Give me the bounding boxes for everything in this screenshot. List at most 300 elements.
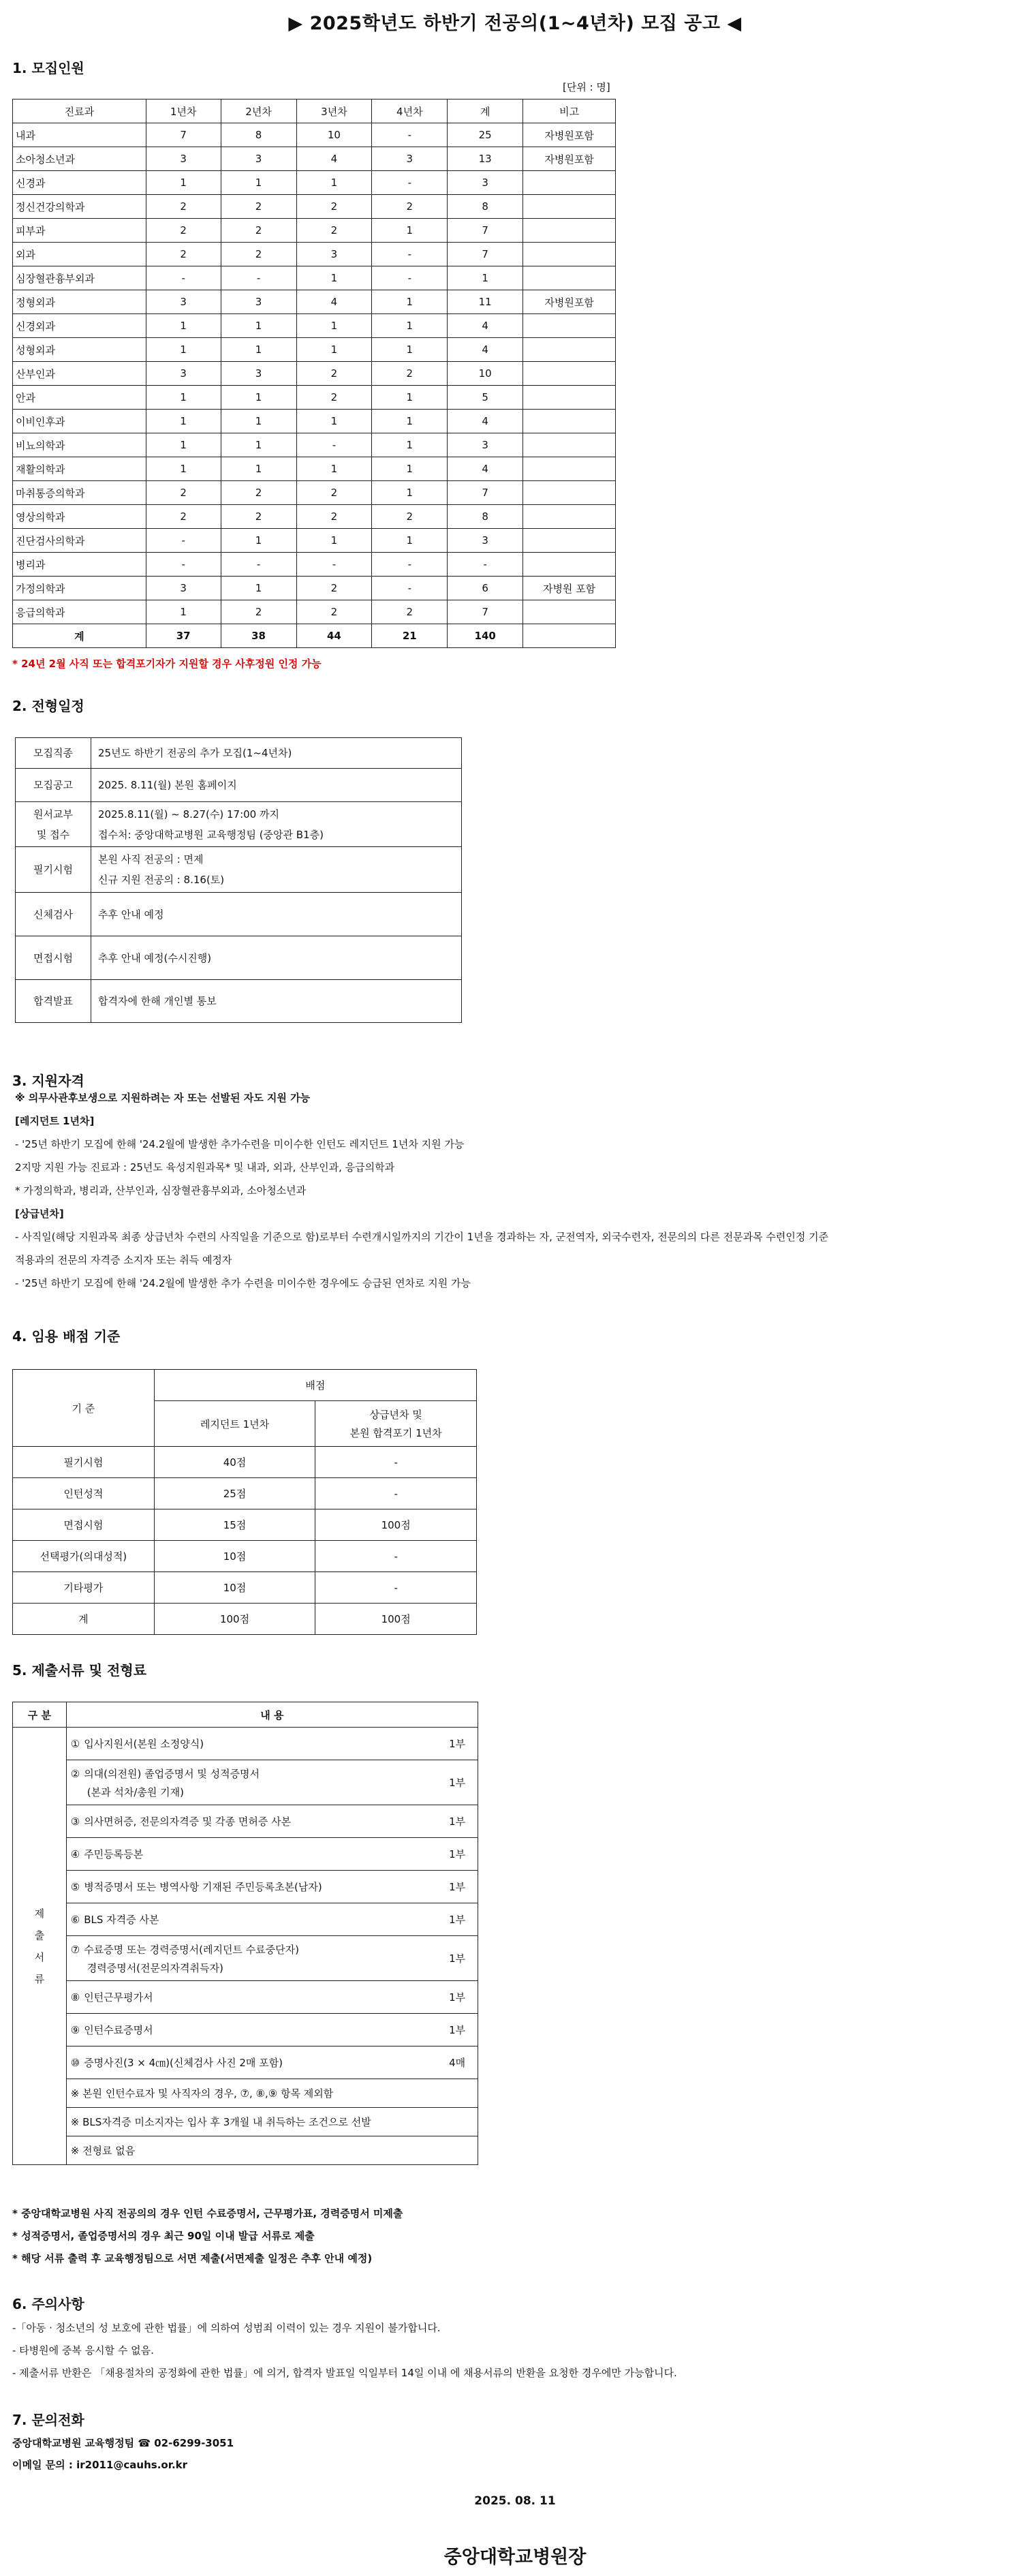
table-row — [13, 195, 616, 219]
item-number: ⑩ — [70, 2057, 80, 2069]
value-cell: 1 — [448, 266, 523, 290]
value-cell: - — [372, 553, 448, 577]
value-cell: 10 — [448, 362, 523, 386]
score-cell: 계 — [13, 1604, 155, 1635]
score-cell: - — [315, 1447, 477, 1478]
value-cell: 2 — [372, 600, 448, 624]
table-row — [13, 410, 616, 433]
value-cell: 2 — [221, 481, 296, 505]
value-cell — [523, 171, 616, 195]
table-row — [13, 243, 616, 266]
value-cell: 1 — [146, 457, 221, 481]
qualification-line: - '25년 하반기 모집에 한해 '24.2월에 발생한 추가수련을 미이수한 인턴도 레지던트 1년차 지원 가능 — [15, 1138, 465, 1150]
section-7-heading: 7. 문의전화 — [12, 2412, 84, 2428]
value-cell — [523, 553, 616, 577]
dept-cell: 진단검사의학과 — [13, 529, 146, 553]
dept-cell: 정신건강의학과 — [13, 195, 146, 219]
dept-cell: 가정의학과 — [13, 577, 146, 600]
value-cell: - — [146, 529, 221, 553]
document-row — [13, 1936, 478, 1981]
score-cell: 10점 — [154, 1572, 315, 1604]
document-line — [71, 2023, 437, 2037]
dept-cell: 정형외과 — [13, 290, 146, 314]
value-cell: 3 — [448, 171, 523, 195]
document-line — [71, 1847, 437, 1861]
value-cell: 8 — [221, 123, 296, 147]
schedule-line: 합격자에 한해 개인별 통보 — [98, 995, 217, 1007]
schedule-key: 모집직종 — [16, 738, 91, 769]
document-row — [13, 1981, 478, 2014]
value-cell — [523, 219, 616, 243]
value-cell: 8 — [448, 195, 523, 219]
score-row — [13, 1572, 477, 1604]
value-cell: 7 — [448, 243, 523, 266]
value-cell — [523, 338, 616, 362]
value-cell — [523, 505, 616, 529]
score-cell: 25점 — [154, 1478, 315, 1509]
item-number: ④ — [70, 1848, 80, 1860]
value-cell: 2 — [146, 505, 221, 529]
schedule-key: 면접시험 — [16, 936, 91, 980]
documents-note-line: * 해당 서류 출력 후 교육행정팀으로 서면 제출(서면제출 일정은 추후 안내 예정) — [12, 2252, 373, 2265]
value-cell: 1 — [372, 410, 448, 433]
value-cell: 2 — [221, 243, 296, 266]
dept-cell: 내과 — [13, 123, 146, 147]
recruitment-table — [12, 99, 616, 648]
dept-cell: 이비인후과 — [13, 410, 146, 433]
value-cell: 1 — [372, 314, 448, 338]
document-row — [13, 2014, 478, 2046]
document-line — [71, 1814, 437, 1828]
schedule-value — [91, 936, 462, 980]
value-cell: 3 — [221, 362, 296, 386]
value-cell: 4 — [296, 290, 372, 314]
contact-email: 이메일 문의 : ir2011@cauhs.or.kr — [12, 2459, 188, 2471]
value-cell: 1 — [146, 314, 221, 338]
document-row — [13, 1871, 478, 1903]
section-5-heading: 5. 제출서류 및 전형료 — [12, 1662, 146, 1678]
table-row — [13, 266, 616, 290]
value-cell: 3 — [448, 433, 523, 457]
value-cell — [523, 266, 616, 290]
value-cell: 1 — [146, 433, 221, 457]
value-cell: 2 — [296, 505, 372, 529]
value-cell: 13 — [448, 147, 523, 171]
dept-cell: 비뇨의학과 — [13, 433, 146, 457]
document-row — [13, 1903, 478, 1936]
total-cell: 44 — [296, 624, 372, 648]
table-row — [13, 386, 616, 410]
score-cell: - — [315, 1478, 477, 1509]
value-cell: 1 — [372, 290, 448, 314]
schedule-key: 필기시험 — [16, 847, 91, 893]
table-row — [13, 433, 616, 457]
value-cell: 2 — [221, 600, 296, 624]
document-line — [71, 1766, 437, 1781]
value-cell: 자병원 포함 — [523, 577, 616, 600]
value-cell: 3 — [448, 529, 523, 553]
documents-table — [12, 1702, 478, 2165]
value-cell: 4 — [296, 147, 372, 171]
table-row — [13, 314, 616, 338]
item-number: ⑦ — [70, 1943, 80, 1956]
section-4-heading: 4. 임용 배점 기준 — [12, 1328, 121, 1345]
document-row — [13, 1728, 478, 1760]
value-cell: 2 — [296, 481, 372, 505]
value-cell: 6 — [448, 577, 523, 600]
documents-side-label: 제 출 서 류 — [13, 1728, 67, 2165]
score-cell: - — [315, 1541, 477, 1572]
table-row — [13, 147, 616, 171]
total-cell: 계 — [13, 624, 146, 648]
value-cell: - — [146, 266, 221, 290]
value-cell: 2 — [296, 362, 372, 386]
value-cell: 2 — [296, 386, 372, 410]
qualification-line: 2지망 지원 가능 진료과 : 25년도 육성지원과목* 및 내과, 외과, 산부인과, 응급의학과 — [15, 1161, 395, 1174]
schedule-value — [91, 847, 462, 893]
schedule-row — [16, 802, 462, 847]
document-count: 1부 — [437, 1805, 478, 1838]
table-row — [13, 529, 616, 553]
section-3-heading: 3. 지원자격 — [12, 1073, 84, 1089]
value-cell: - — [146, 553, 221, 577]
total-row — [13, 624, 616, 648]
document-text: 수료증명 또는 경력증명서(레지던트 수료중단자) — [84, 1943, 299, 1956]
value-cell: 3 — [296, 243, 372, 266]
value-cell: 3 — [146, 290, 221, 314]
document-item — [66, 1728, 437, 1760]
value-cell: 2 — [296, 577, 372, 600]
item-number: ⑤ — [70, 1881, 80, 1893]
total-cell: 140 — [448, 624, 523, 648]
value-cell: 11 — [448, 290, 523, 314]
score-cell: 선택평가(의대성적) — [13, 1541, 155, 1572]
value-cell: 3 — [221, 290, 296, 314]
value-cell: 1 — [146, 386, 221, 410]
value-cell: 자병원포함 — [523, 123, 616, 147]
score-row — [13, 1509, 477, 1541]
value-cell — [523, 529, 616, 553]
dept-cell: 소아청소년과 — [13, 147, 146, 171]
score-cell: 기타평가 — [13, 1572, 155, 1604]
document-line — [71, 1912, 437, 1927]
table-row — [13, 600, 616, 624]
document-count: 1부 — [437, 1871, 478, 1903]
schedule-row — [16, 738, 462, 769]
dept-cell: 산부인과 — [13, 362, 146, 386]
value-cell: 자병원포함 — [523, 147, 616, 171]
value-cell — [523, 481, 616, 505]
value-cell — [523, 410, 616, 433]
value-cell: 1 — [372, 529, 448, 553]
col-header: 1년차 — [146, 99, 221, 123]
schedule-line: 신규 지원 전공의 : 8.16(토) — [98, 874, 225, 886]
document-note: ※ BLS자격증 미소지자는 입사 후 3개월 내 취득하는 조건으로 선발 — [66, 2108, 478, 2136]
value-cell: 1 — [221, 457, 296, 481]
document-item — [66, 2014, 437, 2046]
value-cell: 4 — [448, 457, 523, 481]
value-cell — [523, 600, 616, 624]
document-text: 입사지원서(본원 소정양식) — [84, 1738, 204, 1750]
document-text: 인턴근무평가서 — [84, 1991, 153, 2004]
item-number: ⑧ — [70, 1991, 80, 2004]
value-cell: 5 — [448, 386, 523, 410]
value-cell: 7 — [448, 219, 523, 243]
value-cell: 2 — [372, 195, 448, 219]
document-line — [71, 1990, 437, 2004]
value-cell: - — [448, 553, 523, 577]
value-cell — [523, 457, 616, 481]
score-cell: 15점 — [154, 1509, 315, 1541]
value-cell — [523, 386, 616, 410]
document-item — [66, 2046, 437, 2079]
dept-cell: 성형외과 — [13, 338, 146, 362]
col-header: 2년차 — [221, 99, 296, 123]
value-cell: 2 — [146, 219, 221, 243]
value-cell: 자병원포함 — [523, 290, 616, 314]
dept-cell: 신경외과 — [13, 314, 146, 338]
qualification-line: ※ 의무사관후보생으로 지원하려는 자 또는 선발된 자도 지원 가능 — [15, 1092, 311, 1104]
document-item — [66, 1871, 437, 1903]
value-cell: - — [372, 243, 448, 266]
schedule-key: 원서교부 및 접수 — [16, 802, 91, 847]
senior-header-line-2: 본원 합격포기 1년차 — [349, 1427, 442, 1439]
schedule-key: 합격발표 — [16, 980, 91, 1023]
value-cell: 2 — [296, 195, 372, 219]
table-row — [13, 481, 616, 505]
document-line — [71, 1736, 437, 1751]
schedule-value — [91, 802, 462, 847]
value-cell: 7 — [448, 600, 523, 624]
value-cell: 1 — [296, 338, 372, 362]
value-cell: - — [372, 171, 448, 195]
schedule-key: 신체검사 — [16, 893, 91, 936]
schedule-line: 추후 안내 예정 — [98, 908, 164, 921]
caution-line: - 제출서류 반환은 「채용절차의 공정화에 관한 법률」에 의거, 합격자 발표일 익일부터 14일 이내 에 채용서류의 반환을 요청한 경우에만 가능합니다. — [12, 2367, 677, 2379]
section-2-heading: 2. 전형일정 — [12, 698, 84, 714]
section-6-heading: 6. 주의사항 — [12, 2296, 84, 2312]
score-cell: 100점 — [315, 1604, 477, 1635]
document-note: ※ 전형료 없음 — [66, 2136, 478, 2165]
table-row — [13, 171, 616, 195]
value-cell: 1 — [221, 577, 296, 600]
score-cell: - — [315, 1572, 477, 1604]
value-cell: 4 — [448, 314, 523, 338]
total-cell — [523, 624, 616, 648]
col-header: 비고 — [523, 99, 616, 123]
score-cell: 인턴성적 — [13, 1478, 155, 1509]
value-cell: 1 — [146, 171, 221, 195]
resident-1-header: 레지던트 1년차 — [154, 1401, 315, 1447]
score-header: 배점 — [154, 1370, 476, 1401]
value-cell: 3 — [146, 147, 221, 171]
schedule-row — [16, 980, 462, 1023]
value-cell: 1 — [146, 338, 221, 362]
col-header: 계 — [448, 99, 523, 123]
score-cell: 40점 — [154, 1447, 315, 1478]
value-cell: - — [221, 553, 296, 577]
notice-date: 2025. 08. 11 — [474, 2494, 556, 2508]
document-text: 의사면허증, 전문의자격증 및 각종 면허증 사본 — [84, 1815, 292, 1828]
value-cell: - — [296, 433, 372, 457]
value-cell: 3 — [372, 147, 448, 171]
score-row — [13, 1478, 477, 1509]
document-line — [71, 1942, 437, 1957]
total-cell: 38 — [221, 624, 296, 648]
document-text: 의대(의전원) 졸업증명서 및 성적증명서 — [84, 1767, 260, 1780]
document-note: ※ 본원 인턴수료자 및 사직자의 경우, ⑦, ⑧,⑨ 항목 제외함 — [66, 2079, 478, 2108]
score-row — [13, 1604, 477, 1635]
value-cell — [523, 314, 616, 338]
dept-cell: 병리과 — [13, 553, 146, 577]
section-1-heading: 1. 모집인원 — [12, 60, 84, 76]
value-cell: 1 — [296, 314, 372, 338]
content-header: 내 용 — [66, 1702, 478, 1728]
dept-cell: 마취통증의학과 — [13, 481, 146, 505]
value-cell: 2 — [146, 195, 221, 219]
document-item — [66, 1981, 437, 2014]
dept-cell: 피부과 — [13, 219, 146, 243]
document-count: 1부 — [437, 1903, 478, 1936]
document-line — [71, 1961, 437, 1975]
value-cell: 10 — [296, 123, 372, 147]
senior-header — [315, 1401, 477, 1447]
document-row — [13, 2046, 478, 2079]
total-cell: 21 — [372, 624, 448, 648]
document-line — [71, 2055, 437, 2070]
schedule-line: 추후 안내 예정(수시진행) — [98, 951, 212, 964]
document-count: 1부 — [437, 1838, 478, 1871]
dept-cell: 영상의학과 — [13, 505, 146, 529]
value-cell — [523, 243, 616, 266]
score-cell: 100점 — [315, 1509, 477, 1541]
document-count: 1부 — [437, 1936, 478, 1981]
dept-cell: 심장혈관흉부외과 — [13, 266, 146, 290]
document-note-row — [13, 2136, 478, 2165]
schedule-line: 2025. 8.11(월) 본원 홈페이지 — [98, 779, 237, 791]
value-cell — [523, 195, 616, 219]
value-cell: 1 — [146, 410, 221, 433]
value-cell: 2 — [221, 505, 296, 529]
document-row — [13, 1805, 478, 1838]
total-cell: 37 — [146, 624, 221, 648]
schedule-key: 모집공고 — [16, 769, 91, 802]
table-row — [13, 553, 616, 577]
schedule-line: 접수처: 중앙대학교병원 교육행정팀 (중앙관 B1층) — [98, 828, 324, 841]
item-number: ⑨ — [70, 2024, 80, 2036]
schedule-row — [16, 893, 462, 936]
value-cell: 4 — [448, 410, 523, 433]
schedule-row — [16, 847, 462, 893]
document-row — [13, 1760, 478, 1805]
schedule-table — [15, 737, 462, 1023]
schedule-value — [91, 738, 462, 769]
value-cell: 2 — [221, 219, 296, 243]
type-header: 구 분 — [13, 1702, 67, 1728]
value-cell: 3 — [146, 577, 221, 600]
value-cell — [523, 433, 616, 457]
value-cell: 1 — [221, 171, 296, 195]
score-cell: 면접시험 — [13, 1509, 155, 1541]
table-row — [13, 123, 616, 147]
document-text: 경력증명서(전문의자격취득자) — [87, 1961, 223, 1974]
document-count: 1부 — [437, 2014, 478, 2046]
table-row — [13, 505, 616, 529]
document-item — [66, 1903, 437, 1936]
schedule-line: 25년도 하반기 전공의 추가 모집(1~4년차) — [98, 747, 292, 759]
unit-label: [단위 : 명] — [563, 81, 610, 93]
value-cell: 2 — [296, 219, 372, 243]
table-row — [13, 290, 616, 314]
document-line — [71, 1880, 437, 1894]
value-cell: - — [372, 577, 448, 600]
value-cell: 1 — [372, 219, 448, 243]
value-cell: 3 — [146, 362, 221, 386]
score-cell: 필기시험 — [13, 1447, 155, 1478]
score-row — [13, 1447, 477, 1478]
qualification-line: [상급년차] — [15, 1208, 64, 1220]
value-cell: 1 — [372, 338, 448, 362]
document-text: (본과 석차/총원 기재) — [87, 1785, 184, 1798]
qualification-line: * 가정의학과, 병리과, 산부인과, 심장혈관흉부외과, 소아청소년과 — [15, 1184, 307, 1197]
table-row — [13, 338, 616, 362]
document-note-row — [13, 2108, 478, 2136]
value-cell: 25 — [448, 123, 523, 147]
dept-cell: 신경과 — [13, 171, 146, 195]
document-count: 1부 — [437, 1981, 478, 2014]
document-text: 인턴수료증명서 — [84, 2024, 153, 2036]
value-cell: 2 — [146, 481, 221, 505]
value-cell: 1 — [296, 171, 372, 195]
schedule-line: 2025.8.11(월) ~ 8.27(수) 17:00 까지 — [98, 808, 279, 821]
document-note-row — [13, 2079, 478, 2108]
value-cell: 7 — [448, 481, 523, 505]
value-cell: - — [296, 553, 372, 577]
item-number: ⑥ — [70, 1914, 80, 1926]
document-line — [71, 1785, 437, 1799]
value-cell: 7 — [146, 123, 221, 147]
document-item — [66, 1760, 437, 1805]
dept-cell: 안과 — [13, 386, 146, 410]
value-cell: 1 — [221, 314, 296, 338]
value-cell: 1 — [221, 410, 296, 433]
value-cell: 1 — [372, 433, 448, 457]
document-count: 1부 — [437, 1760, 478, 1805]
signature: 중앙대학교병원장 — [443, 2547, 587, 2568]
item-number: ① — [70, 1738, 80, 1750]
caution-line: - 타병원에 중복 응시할 수 없음. — [12, 2344, 154, 2357]
value-cell: 1 — [372, 481, 448, 505]
value-cell: 1 — [146, 600, 221, 624]
table-row — [13, 457, 616, 481]
document-count: 1부 — [437, 1728, 478, 1760]
value-cell: 2 — [221, 195, 296, 219]
schedule-value — [91, 769, 462, 802]
value-cell: 1 — [296, 266, 372, 290]
document-item — [66, 1805, 437, 1838]
value-cell: 2 — [146, 243, 221, 266]
documents-note-line: * 중앙대학교병원 사직 전공의의 경우 인턴 수료증명서, 근무평가표, 경력증명서 미제출 — [12, 2207, 403, 2220]
value-cell: 1 — [221, 433, 296, 457]
item-number: ③ — [70, 1815, 80, 1828]
schedule-row — [16, 769, 462, 802]
scoring-table — [12, 1369, 477, 1635]
document-text: 병적증명서 또는 병역사항 기재된 주민등록초본(남자) — [84, 1881, 322, 1893]
qualification-line: [레지던트 1년차] — [15, 1115, 95, 1127]
senior-header-line-1: 상급년차 및 — [369, 1409, 422, 1421]
dept-cell: 외과 — [13, 243, 146, 266]
document-row — [13, 1838, 478, 1871]
